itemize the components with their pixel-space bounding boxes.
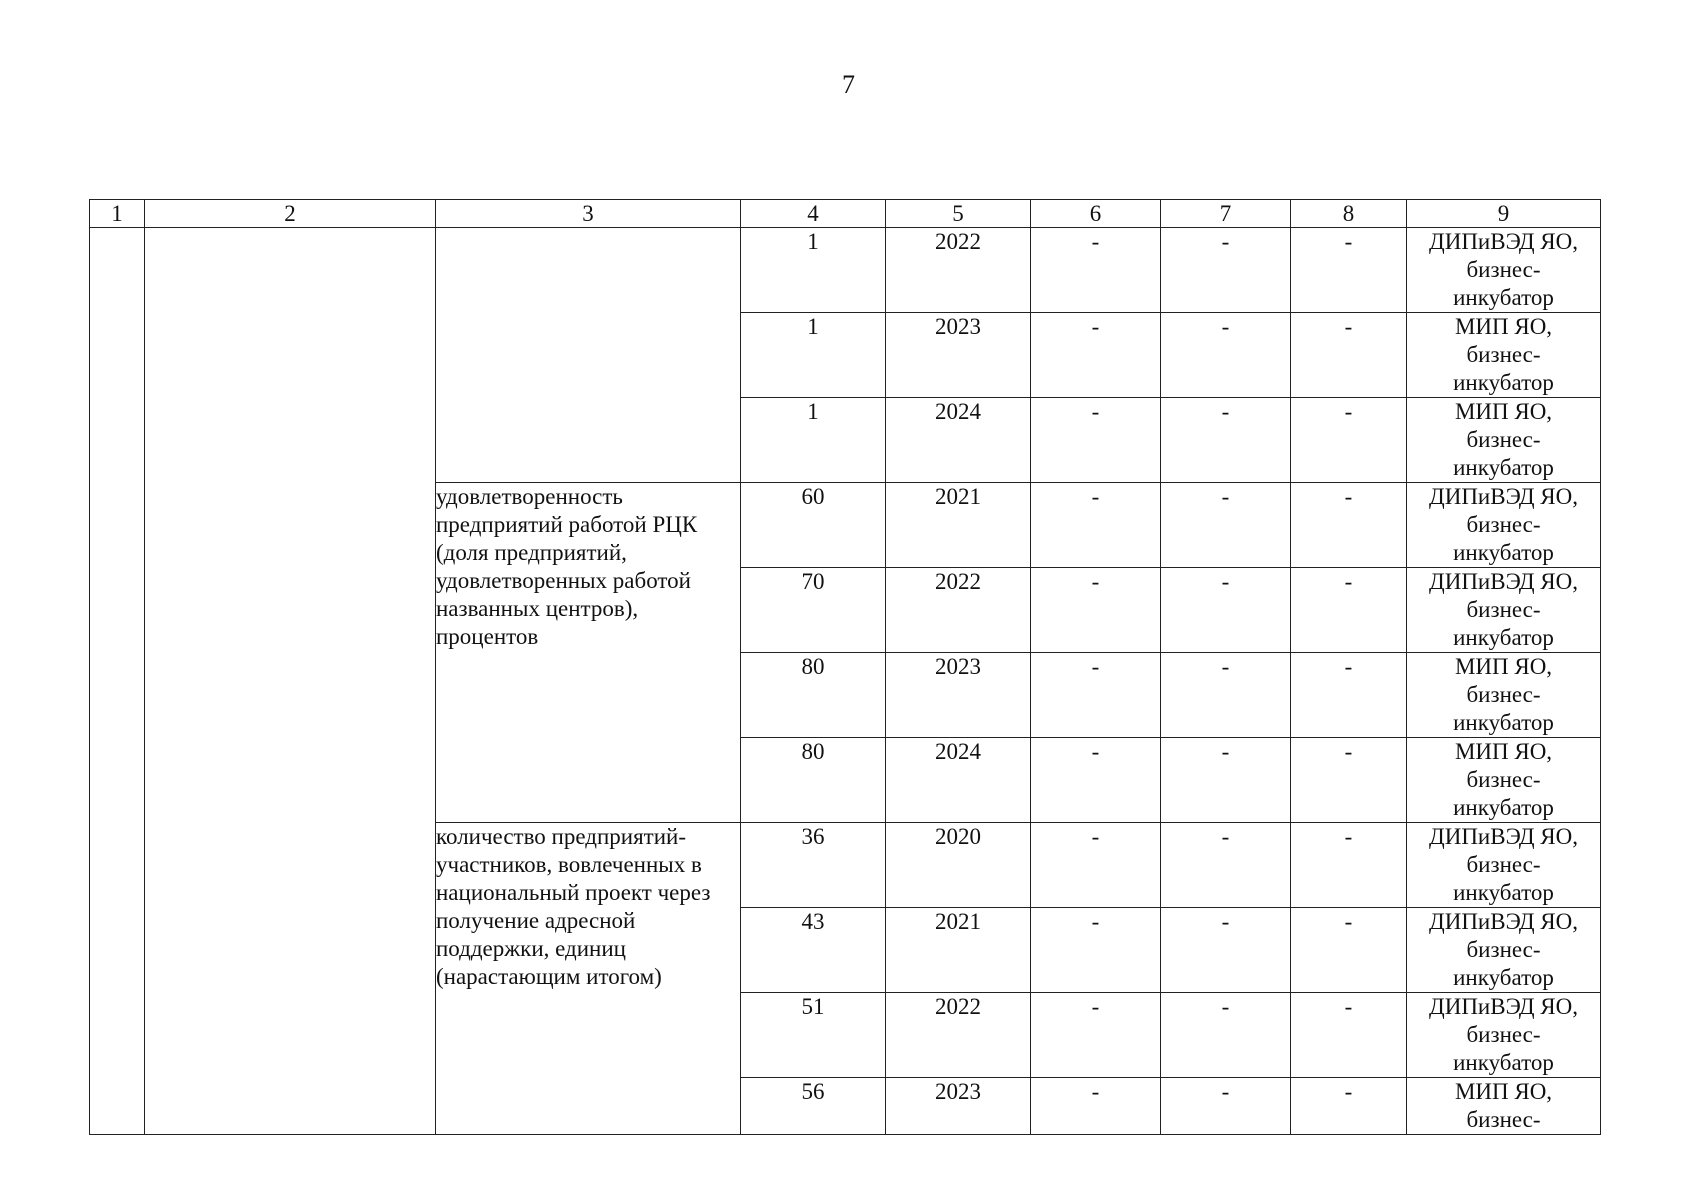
- responsible-line: инкубатор: [1453, 455, 1554, 480]
- year-cell: 2022: [886, 568, 1031, 653]
- cell-col-7: -: [1161, 738, 1291, 823]
- cell-col-6: -: [1031, 653, 1161, 738]
- responsible-line: ДИПиВЭД ЯО,: [1429, 484, 1578, 509]
- cell-col-6: -: [1031, 228, 1161, 313]
- column-header: 7: [1161, 200, 1291, 228]
- table-body: [90, 228, 1601, 1135]
- responsible-cell: [1407, 313, 1601, 398]
- responsible-line: инкубатор: [1453, 710, 1554, 735]
- responsible-cell: [1407, 1078, 1601, 1135]
- cell-col-7: -: [1161, 398, 1291, 483]
- table-row: [90, 228, 1601, 313]
- column-header: 3: [436, 200, 741, 228]
- responsible-line: МИП ЯО,: [1454, 654, 1553, 679]
- responsible-line: инкубатор: [1453, 1050, 1554, 1075]
- indicators-table: [89, 199, 1601, 1135]
- cell-col-8: -: [1291, 398, 1407, 483]
- value-cell: 1: [741, 398, 886, 483]
- responsible-line: инкубатор: [1453, 880, 1554, 905]
- responsible-cell: [1407, 398, 1601, 483]
- year-cell: 2024: [886, 738, 1031, 823]
- responsible-line: инкубатор: [1453, 540, 1554, 565]
- year-cell: 2022: [886, 993, 1031, 1078]
- cell-col-6: -: [1031, 993, 1161, 1078]
- indicator-cell: [436, 228, 741, 483]
- responsible-line: бизнес-: [1466, 257, 1541, 282]
- cell-col-7: -: [1161, 228, 1291, 313]
- column-number-row: [90, 200, 1601, 228]
- value-cell: 36: [741, 823, 886, 908]
- cell-col-8: -: [1291, 568, 1407, 653]
- cell-col-6: -: [1031, 568, 1161, 653]
- responsible-cell: [1407, 993, 1601, 1078]
- value-cell: 43: [741, 908, 886, 993]
- value-cell: 1: [741, 228, 886, 313]
- value-cell: 1: [741, 313, 886, 398]
- responsible-line: МИП ЯО,: [1454, 739, 1553, 764]
- cell-col-6: -: [1031, 1078, 1161, 1135]
- cell-col-7: -: [1161, 568, 1291, 653]
- cell-col-7: -: [1161, 653, 1291, 738]
- cell-col-6: -: [1031, 483, 1161, 568]
- cell-col-7: -: [1161, 993, 1291, 1078]
- responsible-line: бизнес-: [1466, 1107, 1541, 1132]
- responsible-line: ДИПиВЭД ЯО,: [1429, 824, 1578, 849]
- responsible-line: ДИПиВЭД ЯО,: [1429, 994, 1578, 1019]
- year-cell: 2020: [886, 823, 1031, 908]
- indicator-cell: удовлетворенность предприятий работой РЦК (доля предприятий, удовлетворенных работой названных центров), процентов: [436, 483, 741, 823]
- cell-col-6: -: [1031, 908, 1161, 993]
- responsible-line: инкубатор: [1453, 795, 1554, 820]
- responsible-line: ДИПиВЭД ЯО,: [1429, 909, 1578, 934]
- responsible-line: бизнес-: [1466, 512, 1541, 537]
- responsible-line: инкубатор: [1453, 370, 1554, 395]
- cell-col-8: -: [1291, 1078, 1407, 1135]
- cell-col-6: -: [1031, 398, 1161, 483]
- responsible-line: бизнес-: [1466, 937, 1541, 962]
- responsible-line: бизнес-: [1466, 767, 1541, 792]
- year-cell: 2023: [886, 313, 1031, 398]
- year-cell: 2023: [886, 1078, 1031, 1135]
- value-cell: 80: [741, 653, 886, 738]
- indicator-cell: количество предприятий-участников, вовлеченных в национальный проект через получение адресной поддержки, единиц (нарастающим итогом): [436, 823, 741, 1135]
- responsible-line: бизнес-: [1466, 597, 1541, 622]
- value-cell: 60: [741, 483, 886, 568]
- responsible-line: инкубатор: [1453, 965, 1554, 990]
- page-number: 7: [842, 70, 855, 99]
- value-cell: 51: [741, 993, 886, 1078]
- responsible-line: бизнес-: [1466, 682, 1541, 707]
- responsible-cell: [1407, 653, 1601, 738]
- cell-col-6: -: [1031, 313, 1161, 398]
- responsible-cell: [1407, 568, 1601, 653]
- column-header: 6: [1031, 200, 1161, 228]
- cell-col-8: -: [1291, 993, 1407, 1078]
- responsible-cell: [1407, 483, 1601, 568]
- cell-col-8: -: [1291, 823, 1407, 908]
- year-cell: 2023: [886, 653, 1031, 738]
- responsible-line: МИП ЯО,: [1454, 1079, 1553, 1104]
- responsible-line: инкубатор: [1453, 285, 1554, 310]
- responsible-line: ДИПиВЭД ЯО,: [1429, 229, 1578, 254]
- responsible-line: бизнес-: [1466, 427, 1541, 452]
- cell-col-8: -: [1291, 738, 1407, 823]
- column-header: 4: [741, 200, 886, 228]
- responsible-cell: [1407, 738, 1601, 823]
- responsible-cell: [1407, 823, 1601, 908]
- column-header: 5: [886, 200, 1031, 228]
- responsible-line: инкубатор: [1453, 625, 1554, 650]
- responsible-line: ДИПиВЭД ЯО,: [1429, 569, 1578, 594]
- responsible-line: бизнес-: [1466, 852, 1541, 877]
- value-cell: 80: [741, 738, 886, 823]
- responsible-line: МИП ЯО,: [1454, 314, 1553, 339]
- cell-col-7: -: [1161, 908, 1291, 993]
- column-header: 1: [90, 200, 145, 228]
- responsible-line: МИП ЯО,: [1454, 399, 1553, 424]
- responsible-cell: [1407, 908, 1601, 993]
- column-header: 9: [1407, 200, 1601, 228]
- cell-col-8: -: [1291, 313, 1407, 398]
- cell-col-8: -: [1291, 653, 1407, 738]
- cell-col-7: -: [1161, 1078, 1291, 1135]
- cell-col-8: -: [1291, 228, 1407, 313]
- cell-col-8: -: [1291, 483, 1407, 568]
- year-cell: 2021: [886, 483, 1031, 568]
- year-cell: 2024: [886, 398, 1031, 483]
- cell-col-2: [145, 228, 436, 1135]
- cell-col-7: -: [1161, 313, 1291, 398]
- cell-col-7: -: [1161, 483, 1291, 568]
- cell-col-1: [90, 228, 145, 1135]
- year-cell: 2021: [886, 908, 1031, 993]
- cell-col-6: -: [1031, 823, 1161, 908]
- column-header: 2: [145, 200, 436, 228]
- year-cell: 2022: [886, 228, 1031, 313]
- value-cell: 56: [741, 1078, 886, 1135]
- responsible-line: бизнес-: [1466, 1022, 1541, 1047]
- responsible-line: бизнес-: [1466, 342, 1541, 367]
- cell-col-6: -: [1031, 738, 1161, 823]
- cell-col-8: -: [1291, 908, 1407, 993]
- column-header: 8: [1291, 200, 1407, 228]
- value-cell: 70: [741, 568, 886, 653]
- cell-col-7: -: [1161, 823, 1291, 908]
- responsible-cell: [1407, 228, 1601, 313]
